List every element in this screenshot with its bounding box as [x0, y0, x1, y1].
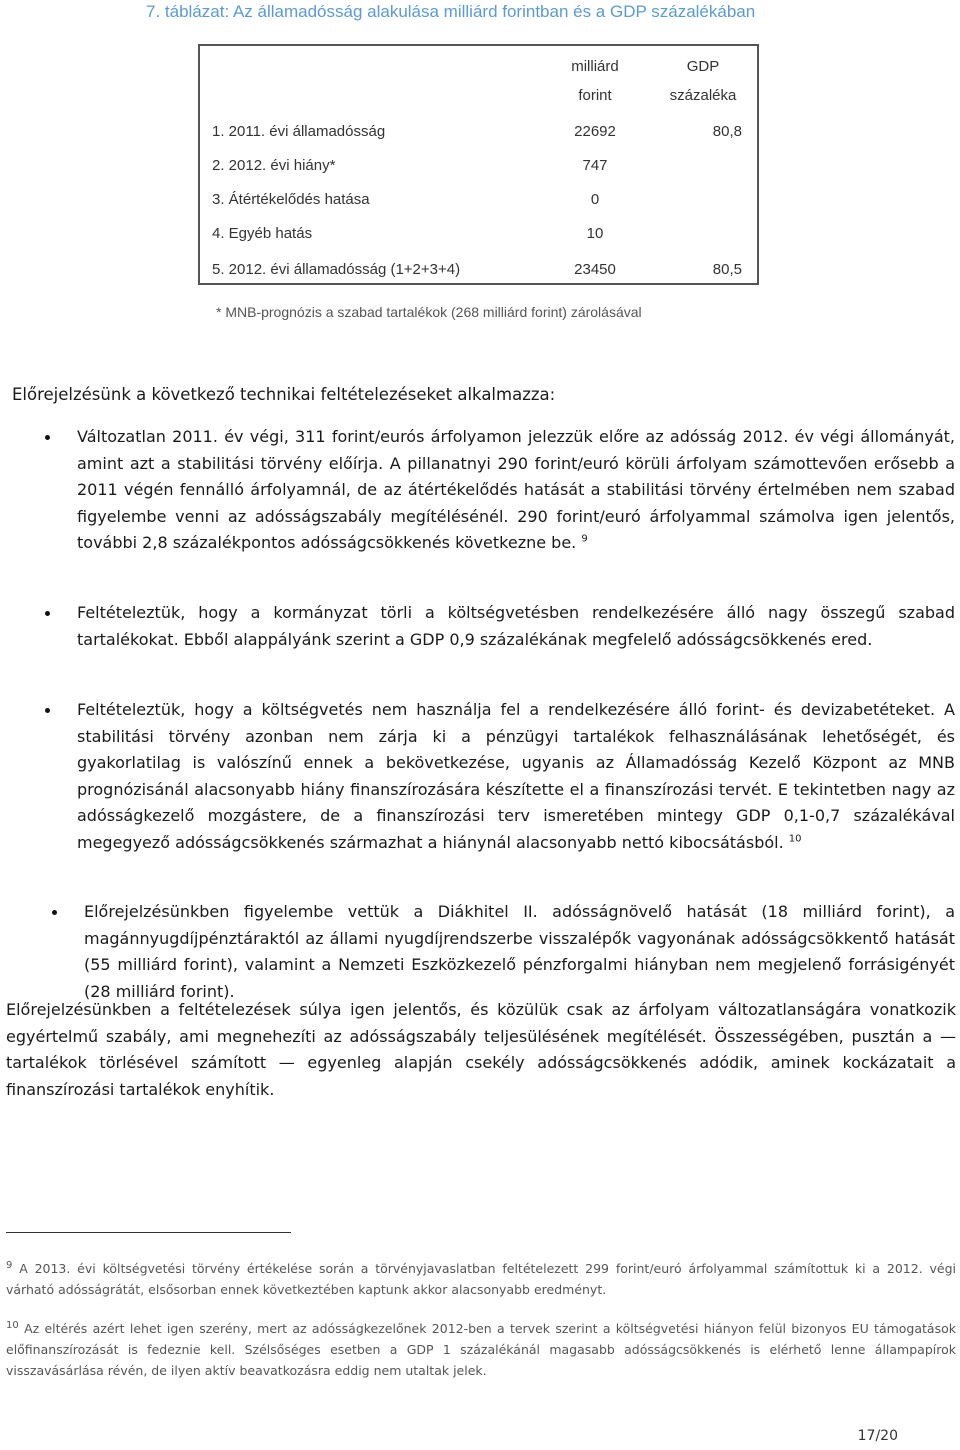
footnote-ref[interactable]: 9 [581, 533, 588, 545]
table-row-value: 0 [590, 191, 600, 208]
bullet-dot-icon [52, 910, 57, 915]
debt-table [198, 44, 759, 285]
footnote-text: Az eltérés azért lehet igen szerény, mert az adósságkezelőnek 2012-ben a tervek szerint a költségvetési hiányon felül bizonyos EU támogatások előfinanszírozását is fedeznie kell. Szélsőséges esetben a GDP 1 százalékánál magasabb adósságcsökkenés is elérhető lenne állampapírok visszavásárlása révén, de ilyen aktív beavatkozásra eddig nem utaltak jelek. [6, 1321, 956, 1378]
footnote-number: 9 [6, 1259, 13, 1271]
col-header-gdp-line1: GDP [686, 58, 720, 75]
table-note: * MNB-prognózis a szabad tartalékok (268 milliárd forint) zárolásával [216, 304, 642, 320]
section-heading: Előrejelzésünk a következő technikai feltételezéseket alkalmazza: [12, 385, 556, 404]
bullet-item [77, 697, 955, 856]
footnote-10 [6, 1318, 956, 1381]
table-row-value: 22692 [574, 123, 616, 140]
bullet-text: Feltételeztük, hogy a költségvetés nem használja fel a rendelkezésére álló forint- és devizabetéteket. A stabilitási törvény azonban nem zárja ki a pénzügyi tartalékok felhasználásának lehetőségét, és gyakorlatilag is valószínű ennek a bekövetkezése, ugyanis az Államadósság Kezelő Központ az MNB prognózisánál alacsonyabb hiány finanszírozására készítette el a finanszírozási tervét. E tekintetben nagy az adósságkezelő mozgástere, de a finanszírozási terv ismeretében mintegy GDP 0,1-0,7 százalékával megegyező adósságcsökkenés származhat a hiánynál alacsonyabb nettó kibocsátásból. [77, 700, 955, 852]
table-row-label: 1. 2011. évi államadósság [212, 123, 386, 140]
page-number: 17/20 [857, 1428, 898, 1444]
col-header-billion [552, 52, 638, 110]
table-row-value: 10 [586, 225, 604, 242]
table-row-value: 23450 [574, 261, 616, 278]
summary-paragraph: Előrejelzésünkben a feltételezések súlya igen jelentős, és közülük csak az árfolyam változatlanságára vonatkozik egyértelmű szabály, ami megnehezíti az adósságszabály teljesülésének megítélését. Összességében, pusztán a — tartalékok törlésével számított — egyenleg alapján csekély adósságcsökkenés adódik, aminek kockázatait a finanszírozási tartalékok enyhítik. [6, 1000, 956, 1099]
footnote-number: 10 [6, 1319, 19, 1331]
table-row-value: 747 [582, 157, 608, 174]
bullet-dot-icon [45, 611, 50, 616]
table-caption: 7. táblázat: Az államadósság alakulása milliárd forintban és a GDP százalékában [146, 2, 756, 21]
bullet-text: Előrejelzésünkben figyelembe vettük a Diákhitel II. adósságnövelő hatását (18 milliárd forint), a magánnyugdíjpénztáraktól az állami nyugdíjrendszerbe visszalépők vagyonának adósságcsökkentő hatását (55 milliárd forint), valamint a Nemzeti Eszközkezelő pénzforgalmi hiányban nem megjelenő forrásigényét (28 milliárd forint). [84, 902, 955, 1001]
table-row-label: 5. 2012. évi államadósság (1+2+3+4) [212, 261, 461, 278]
col-header-gdp-line2: százaléka [669, 87, 737, 104]
col-header-billion-line1: milliárd [571, 58, 619, 75]
table-row-label: 2. 2012. évi hiány* [212, 157, 336, 174]
table-row-gdp: 80,8 [712, 123, 742, 140]
bullet-dot-icon [45, 435, 50, 440]
footnote-9 [6, 1258, 956, 1300]
col-header-gdp [658, 52, 748, 110]
bullet-text: Változatlan 2011. év végi, 311 forint/eurós árfolyamon jelezzük előre az adósság 2012. év végi állományát, amint azt a stabilitási törvény előírja. A pillanatnyi 290 forint/euró körüli árfolyam számottevően erősebb a 2011 végén fennálló árfolyamnál, de az átértékelődés hatását a stabilitási törvény értelmében nem szabad figyelembe venni az adósságszabály megítélésénél. 290 forint/euró árfolyammal számolva igen jelentős, további 2,8 százalékpontos adósságcsökkenés következne be. [77, 427, 955, 552]
table-row-label: 4. Egyéb hatás [212, 225, 313, 242]
table-row-gdp: 80,5 [712, 261, 742, 278]
footnote-text: A 2013. évi költségvetési törvény értékelése során a törvényjavaslatban feltételezett 299 forint/euró árfolyammal számítottuk ki a 2012. végi várható adósságrátát, elsősorban ennek következtében kaptunk akkor alacsonyabb eredményt. [6, 1261, 956, 1297]
bullet-dot-icon [45, 708, 50, 713]
bullet-item [77, 424, 955, 557]
col-header-billion-line2: forint [578, 87, 612, 104]
bullet-text: Feltételeztük, hogy a kormányzat törli a költségvetésben rendelkezésére álló nagy összegű szabad tartalékokat. Ebből alappályánk szerint a GDP 0,9 százalékának megfelelő adósságcsökkenés ered. [77, 603, 955, 649]
table-row-label: 3. Átértékelődés hatása [212, 191, 370, 208]
footnote-divider [6, 1232, 291, 1233]
footnote-ref[interactable]: 10 [788, 833, 802, 845]
bullet-item [84, 899, 955, 1005]
bullet-item [77, 600, 955, 653]
